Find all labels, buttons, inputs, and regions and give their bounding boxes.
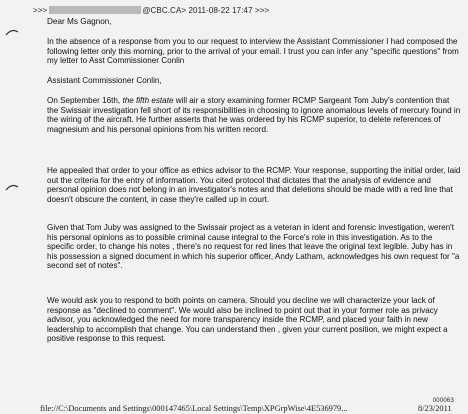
paragraph-3 — [47, 96, 461, 134]
salutation: Dear Ms Gagnon, — [47, 17, 112, 26]
paragraph-6: We would ask you to respond to both points on camera. Should you decline we will characterize your lack of response as "declined to comment". We would also be inclined to point out that in your former role as privacy advisor, you acknowledged the need for more transparency inside the RCMP, and placed your faith in new leadership to accomplish that change. You can understand then , given your current position, we might expect a positive response to this request. — [47, 296, 448, 344]
show-title: the fifth estate — [122, 96, 174, 105]
paragraph-4: He appealed that order to your office as ethics advisor to the RCMP. Your response, supporting the initial order, laid out the criteria for the entry of information. You cited protocol that dictates that the analysis of evidence and personal opinion does not belong in an investigator's notes and that deletions should be made with a red line that doesn't obscure the content, in case they're called up in court. — [47, 166, 461, 204]
email-header — [33, 6, 269, 15]
paragraph-5: Given that Tom Juby was assigned to the Swissair project as a veteran in ident and forensic investigation, weren't his personal opinions as to possible criminal cause integral to the Force's role in this investigation. As to the specific order, to change his notes , there's no request for red lines that leave the original text legible. Juby has in his possession a signed document in which his superior officer, Andy Latham, acknowledges his own request for "a second set of notes". — [47, 223, 460, 271]
file-path: file://C:\Documents and Settings\000147465\Local Settings\Temp\XPGrpWise\4E536979... — [40, 404, 348, 413]
paragraph-1: In the absence of a response from you to our request to interview the Assistant Commissioner I had composed the following letter only this morning, prior to the arrival of your email. I trust you can infer any "specific questions" from my letter to Asst Commissioner Conlin — [47, 37, 459, 66]
redacted-sender — [49, 6, 141, 14]
header-sender: @CBC.CA> 2011-08-22 17:47 >>> — [142, 6, 270, 15]
paragraph-3-rest: will air a story examining former RCMP Sargeant Tom Juby's contention that the Swissair investigation fell short of its responsibilities in choosing to ignore anomalous levels of mercury found in the wiring of the aircraft. He further asserts that he was ordered by his RCMP superior, to delete references of magnesium and his personal opinions from his written record. — [47, 96, 461, 134]
bracket-mark-icon — [5, 183, 19, 191]
paragraph-3-start: On September 16th, — [47, 96, 123, 105]
print-date: 8/23/2011 — [418, 404, 452, 413]
header-prefix: >>> — [33, 6, 48, 15]
paragraph-2: Assistant Commissioner Conlin, — [47, 76, 162, 85]
page-code: 000063 — [432, 398, 454, 404]
bracket-mark-icon — [5, 28, 19, 36]
